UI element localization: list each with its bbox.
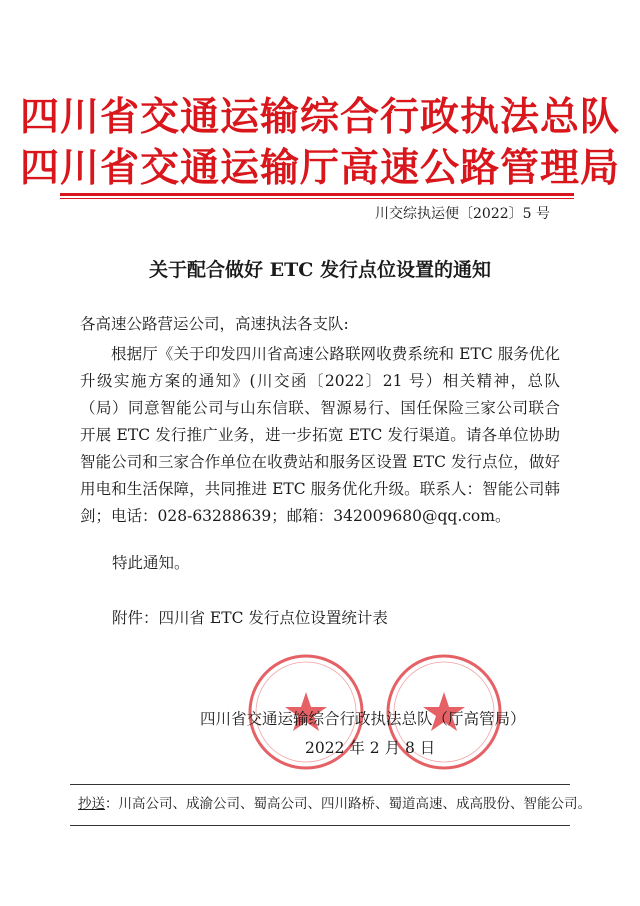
attachment-note: 附件：四川省 ETC 发行点位设置统计表	[112, 609, 388, 627]
salutation: 各高速公路营运公司，高速执法各支队:	[80, 315, 349, 333]
issuer-signature: 四川省交通运输综合行政执法总队（厅高管局）	[200, 710, 526, 728]
document-number: 川交综执运便〔2022〕5 号	[375, 206, 550, 222]
cc-label: 抄送	[78, 796, 105, 812]
red-separator-thick	[60, 193, 574, 196]
issuing-authority-1: 四川省交通运输综合行政执法总队	[19, 94, 620, 140]
cc-line	[78, 794, 591, 814]
body-paragraph: 根据厅《关于印发四川省高速公路联网收费系统和 ETC 服务优化升级实施方案的通知》(川交函〔2022〕21 号）相关精神，总队（局）同意智能公司与山东信联、智源易行、国任保险三家公司联合开展 ETC 发行推广业务，进一步拓宽 ETC 发行渠道。请各单位协助智能公司和三家合作单位在收费站和服务区设置 ETC 发行点位，做好用电和生活保障，共同推进 ETC 服务优化升级。联系人：智能公司韩剑；电话：028-63288639；邮箱：342009680@qq.com。	[80, 345, 560, 525]
cc-recipients: ：川高公司、成渝公司、蜀高公司、四川路桥、蜀道高速、成高股份、智能公司。	[105, 796, 591, 812]
issue-date: 2022 年 2 月 8 日	[305, 739, 436, 757]
closing-line: 特此通知。	[112, 554, 190, 572]
document-title: 关于配合做好 ETC 发行点位设置的通知	[149, 259, 491, 281]
issuing-authority-2: 四川省交通运输厅高速公路管理局	[19, 145, 620, 191]
red-separator-thin	[60, 198, 574, 199]
footer-rule-top	[70, 784, 570, 785]
footer-rule-bottom	[70, 825, 570, 826]
